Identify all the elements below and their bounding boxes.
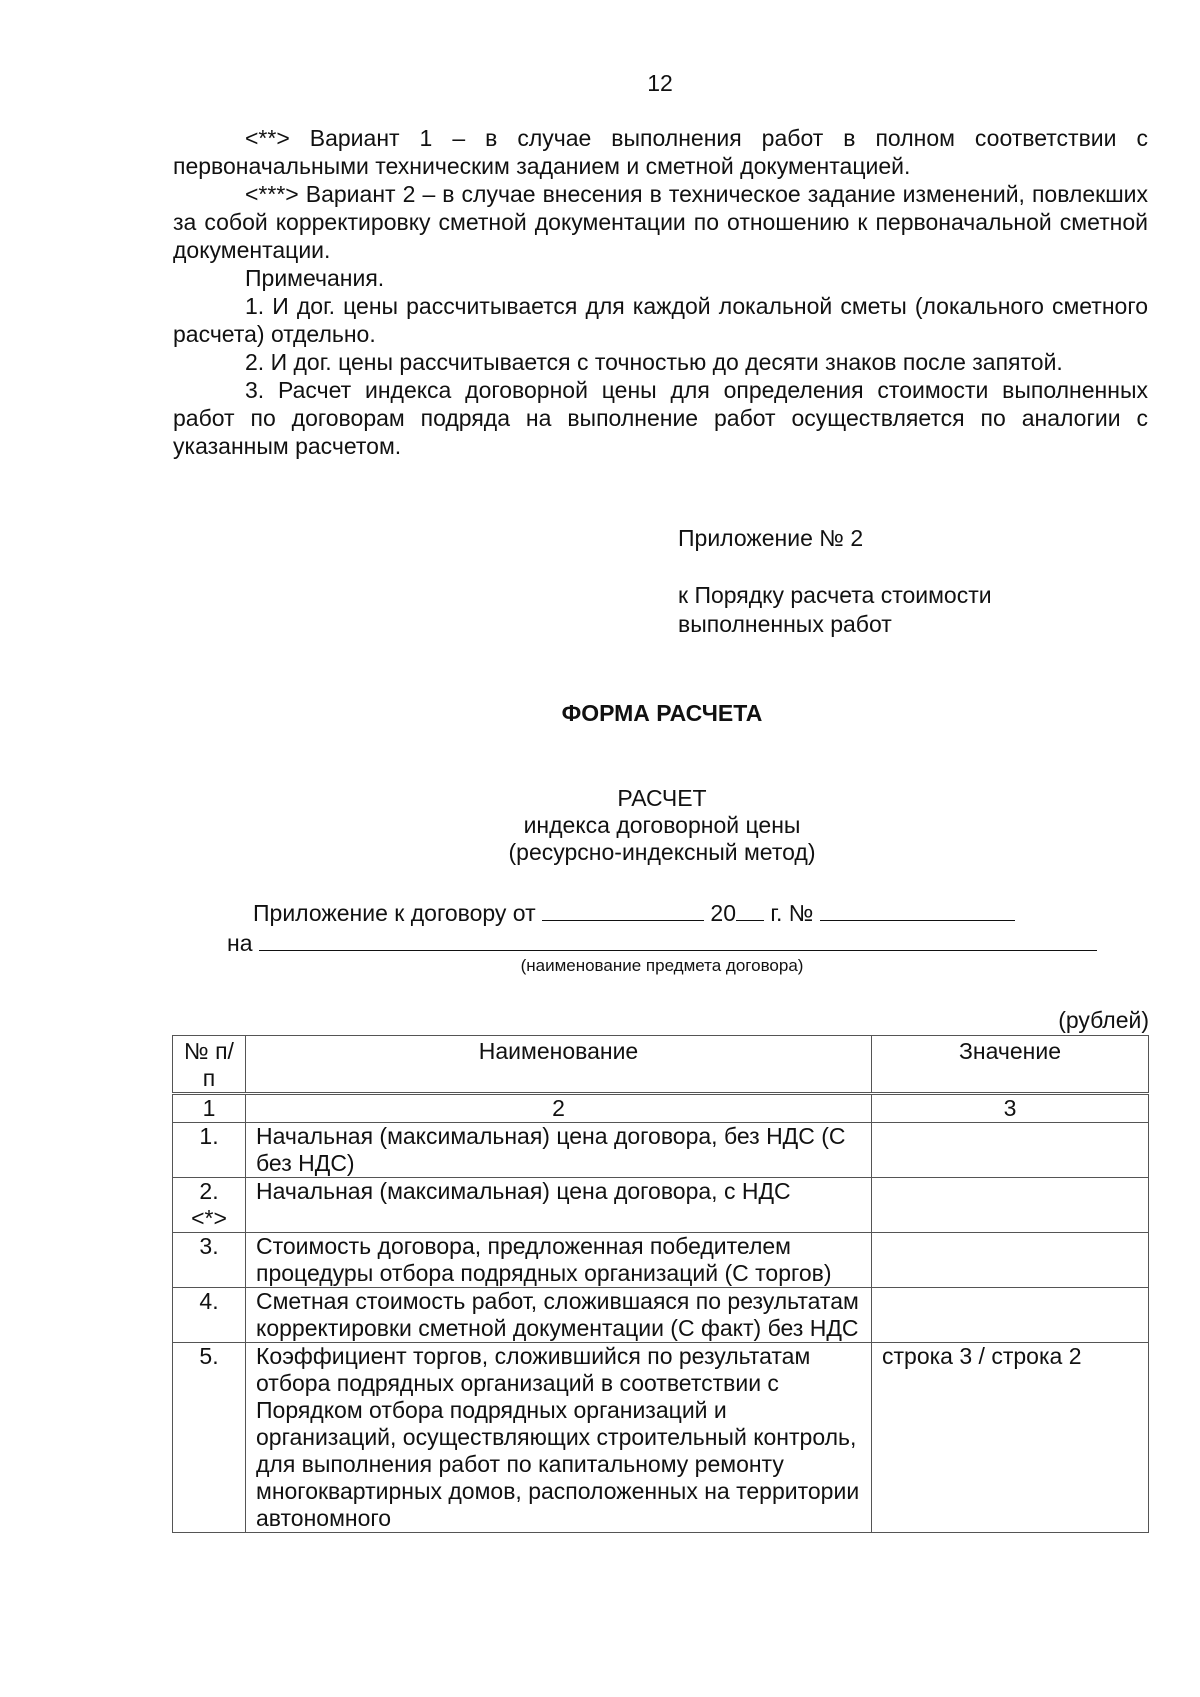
row-value[interactable] (872, 1178, 1149, 1233)
header-value: Значение (872, 1036, 1149, 1094)
row-name: Начальная (максимальная) цена договора, без НДС (С без НДС) (246, 1123, 872, 1178)
page-number: 12 (647, 70, 673, 96)
row-value[interactable]: строка 3 / строка 2 (872, 1343, 1149, 1533)
header-number: № п/п (173, 1036, 246, 1094)
contract-line (253, 898, 1015, 927)
form-title: ФОРМА РАСЧЕТА (561, 700, 763, 726)
appendix-title: Приложение № 2 (678, 525, 864, 551)
table-row (173, 1288, 1149, 1343)
row-number: 4. (173, 1288, 246, 1343)
notes-heading: Примечания. (245, 265, 385, 291)
appendix-line-2: выполненных работ (678, 611, 892, 637)
contract-date-field[interactable] (542, 898, 704, 921)
subject-line (227, 928, 1097, 957)
row-number: 1. (173, 1123, 246, 1178)
calc-heading-line-3: (ресурсно-индексный метод) (508, 839, 816, 865)
contract-number-label: г. № (770, 900, 814, 926)
appendix-block (678, 524, 1098, 639)
row-number: 5. (173, 1343, 246, 1533)
row-name: Коэффициент торгов, сложившийся по результатам отбора подрядных организаций в соответствии с Порядком отбора подрядных организаций и организаций, осуществляющих строительный контроль, для выполнения работ по капитальному ремонту многоквартирных домов, расположенных на территории автономного (246, 1343, 872, 1533)
calc-table (172, 1035, 1149, 1533)
note-1: 1. И дог. цены рассчитывается для каждой локальной сметы (локального сметного расчета) отдельно. (173, 293, 1148, 347)
note-variant-1: <**> Вариант 1 – в случае выполнения работ в полном соответствии с первоначальными техническим заданием и сметной документацией. (173, 125, 1148, 179)
contract-number-field[interactable] (820, 898, 1015, 921)
table-row (173, 1233, 1149, 1288)
subject-field[interactable] (259, 928, 1097, 951)
row-value[interactable] (872, 1288, 1149, 1343)
calc-heading (0, 785, 1200, 866)
table-row (173, 1343, 1149, 1533)
header-name: Наименование (246, 1036, 872, 1094)
row-number: 2. <*> (173, 1178, 246, 1233)
row-name: Начальная (максимальная) цена договора, с НДС (246, 1178, 872, 1233)
row-name: Стоимость договора, предложенная победителем процедуры отбора подрядных организаций (С торгов) (246, 1233, 872, 1288)
units-label: (рублей) (1058, 1007, 1149, 1033)
subject-caption: (наименование предмета договора) (520, 956, 804, 975)
row-value[interactable] (872, 1233, 1149, 1288)
column-number-1: 1 (173, 1094, 246, 1123)
notes-section (173, 124, 1148, 460)
contract-year-field[interactable] (736, 898, 764, 921)
note-variant-2: <***> Вариант 2 – в случае внесения в техническое задание изменений, повлекших за собой корректировку сметной документации по отношению к первоначальной сметной документации. (173, 181, 1148, 263)
contract-prefix: Приложение к договору от (253, 900, 536, 926)
note-3: 3. Расчет индекса договорной цены для определения стоимости выполненных работ по договорам подряда на выполнение работ осуществляется по аналогии с указанным расчетом. (173, 377, 1148, 459)
subject-prefix: на (227, 930, 253, 956)
row-name: Сметная стоимость работ, сложившаяся по результатам корректировки сметной документации (С факт) без НДС (246, 1288, 872, 1343)
appendix-line-1: к Порядку расчета стоимости (678, 582, 992, 608)
note-2: 2. И дог. цены рассчитывается с точностью до десяти знаков после запятой. (245, 349, 1063, 375)
row-number: 3. (173, 1233, 246, 1288)
table-header-row (173, 1036, 1149, 1094)
column-numbers-row (173, 1094, 1149, 1123)
calc-heading-line-1: РАСЧЕТ (617, 785, 707, 811)
column-number-2: 2 (246, 1094, 872, 1123)
table-row (173, 1178, 1149, 1233)
table-row (173, 1123, 1149, 1178)
row-value[interactable] (872, 1123, 1149, 1178)
contract-year-prefix: 20 (710, 900, 737, 926)
calc-heading-line-2: индекса договорной цены (523, 812, 801, 838)
column-number-3: 3 (872, 1094, 1149, 1123)
